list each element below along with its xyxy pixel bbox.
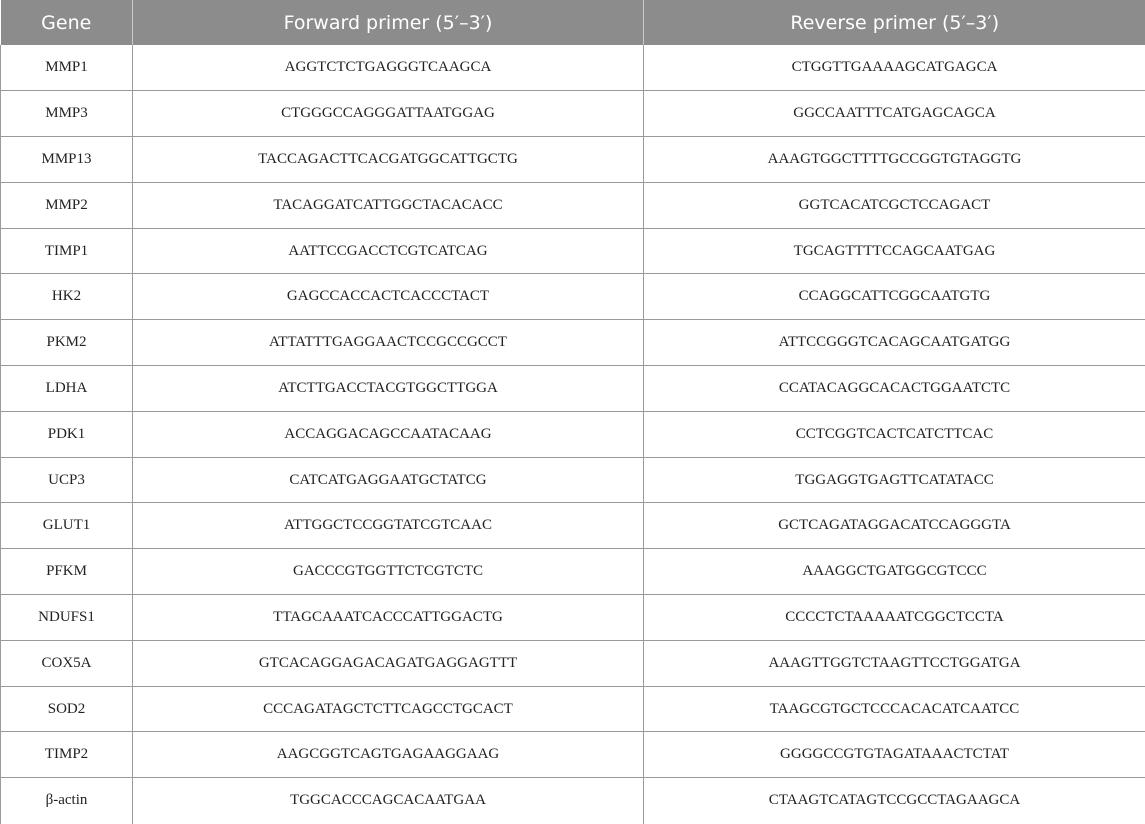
table-row [1, 549, 1145, 595]
reverse-primer-cell: CTGGTTGAAAAGCATGAGCA [644, 45, 1145, 91]
table-row [1, 228, 1145, 274]
reverse-primer-cell: GCTCAGATAGGACATCCAGGGTA [644, 503, 1145, 549]
forward-primer-cell: CCCAGATAGCTCTTCAGCCTGCACT [133, 686, 644, 732]
forward-primer-cell: ATCTTGACCTACGTGGCTTGGA [133, 366, 644, 412]
header-forward-primer: Forward primer (5′–3′) [133, 0, 644, 45]
reverse-primer-cell: TGGAGGTGAGTTCATATACC [644, 457, 1145, 503]
gene-cell: NDUFS1 [1, 595, 133, 641]
gene-cell: TIMP2 [1, 732, 133, 778]
gene-cell: TIMP1 [1, 228, 133, 274]
reverse-primer-cell: GGGGCCGTGTAGATAAACTCTAT [644, 732, 1145, 778]
header-gene: Gene [1, 0, 133, 45]
gene-cell: MMP3 [1, 91, 133, 137]
forward-primer-cell: ATTGGCTCCGGTATCGTCAAC [133, 503, 644, 549]
reverse-primer-cell: GGTCACATCGCTCCAGACT [644, 182, 1145, 228]
table-row [1, 732, 1145, 778]
table-row [1, 366, 1145, 412]
reverse-primer-cell: TGCAGTTTTCCAGCAATGAG [644, 228, 1145, 274]
table-row [1, 91, 1145, 137]
reverse-primer-cell: ATTCCGGGTCACAGCAATGATGG [644, 320, 1145, 366]
reverse-primer-cell: CCCCTCTAAAAATCGGCTCCTA [644, 595, 1145, 641]
forward-primer-cell: TTAGCAAATCACCCATTGGACTG [133, 595, 644, 641]
table-row [1, 45, 1145, 91]
forward-primer-cell: TACCAGACTTCACGATGGCATTGCTG [133, 137, 644, 183]
reverse-primer-cell: CTAAGTCATAGTCCGCCTAGAAGCA [644, 778, 1145, 824]
gene-cell: PFKM [1, 549, 133, 595]
forward-primer-cell: AATTCCGACCTCGTCATCAG [133, 228, 644, 274]
table-row [1, 457, 1145, 503]
reverse-primer-cell: AAAGGCTGATGGCGTCCC [644, 549, 1145, 595]
table-row [1, 686, 1145, 732]
gene-cell: COX5A [1, 640, 133, 686]
reverse-primer-cell: AAAGTTGGTCTAAGTTCCTGGATGA [644, 640, 1145, 686]
table-row [1, 274, 1145, 320]
gene-cell: PDK1 [1, 411, 133, 457]
table-row [1, 320, 1145, 366]
gene-cell: MMP2 [1, 182, 133, 228]
reverse-primer-cell: GGCCAATTTCATGAGCAGCA [644, 91, 1145, 137]
gene-cell: PKM2 [1, 320, 133, 366]
table-row [1, 778, 1145, 824]
forward-primer-cell: CTGGGCCAGGGATTAATGGAG [133, 91, 644, 137]
forward-primer-cell: GACCCGTGGTTCTCGTCTC [133, 549, 644, 595]
gene-cell: β-actin [1, 778, 133, 824]
reverse-primer-cell: CCAGGCATTCGGCAATGTG [644, 274, 1145, 320]
forward-primer-cell: GAGCCACCACTCACCCTACT [133, 274, 644, 320]
reverse-primer-cell: CCTCGGTCACTCATCTTCAC [644, 411, 1145, 457]
header-reverse-primer: Reverse primer (5′–3′) [644, 0, 1145, 45]
table-header [1, 0, 1145, 45]
gene-cell: HK2 [1, 274, 133, 320]
reverse-primer-cell: AAAGTGGCTTTTGCCGGTGTAGGTG [644, 137, 1145, 183]
table-row [1, 640, 1145, 686]
gene-cell: MMP1 [1, 45, 133, 91]
forward-primer-cell: AAGCGGTCAGTGAGAAGGAAG [133, 732, 644, 778]
forward-primer-cell: TACAGGATCATTGGCTACACACC [133, 182, 644, 228]
table-row [1, 503, 1145, 549]
forward-primer-cell: ATTATTTGAGGAACTCCGCCGCCT [133, 320, 644, 366]
gene-cell: UCP3 [1, 457, 133, 503]
reverse-primer-cell: CCATACAGGCACACTGGAATCTC [644, 366, 1145, 412]
table-row [1, 137, 1145, 183]
gene-cell: LDHA [1, 366, 133, 412]
gene-cell: MMP13 [1, 137, 133, 183]
forward-primer-cell: ACCAGGACAGCCAATACAAG [133, 411, 644, 457]
reverse-primer-cell: TAAGCGTGCTCCCACACATCAATCC [644, 686, 1145, 732]
table-row [1, 182, 1145, 228]
table-body [1, 45, 1145, 824]
forward-primer-cell: AGGTCTCTGAGGGTCAAGCA [133, 45, 644, 91]
gene-cell: GLUT1 [1, 503, 133, 549]
table-row [1, 595, 1145, 641]
gene-cell: SOD2 [1, 686, 133, 732]
header-row [1, 0, 1145, 45]
forward-primer-cell: CATCATGAGGAATGCTATCG [133, 457, 644, 503]
table-row [1, 411, 1145, 457]
forward-primer-cell: GTCACAGGAGACAGATGAGGAGTTT [133, 640, 644, 686]
forward-primer-cell: TGGCACCCAGCACAATGAA [133, 778, 644, 824]
